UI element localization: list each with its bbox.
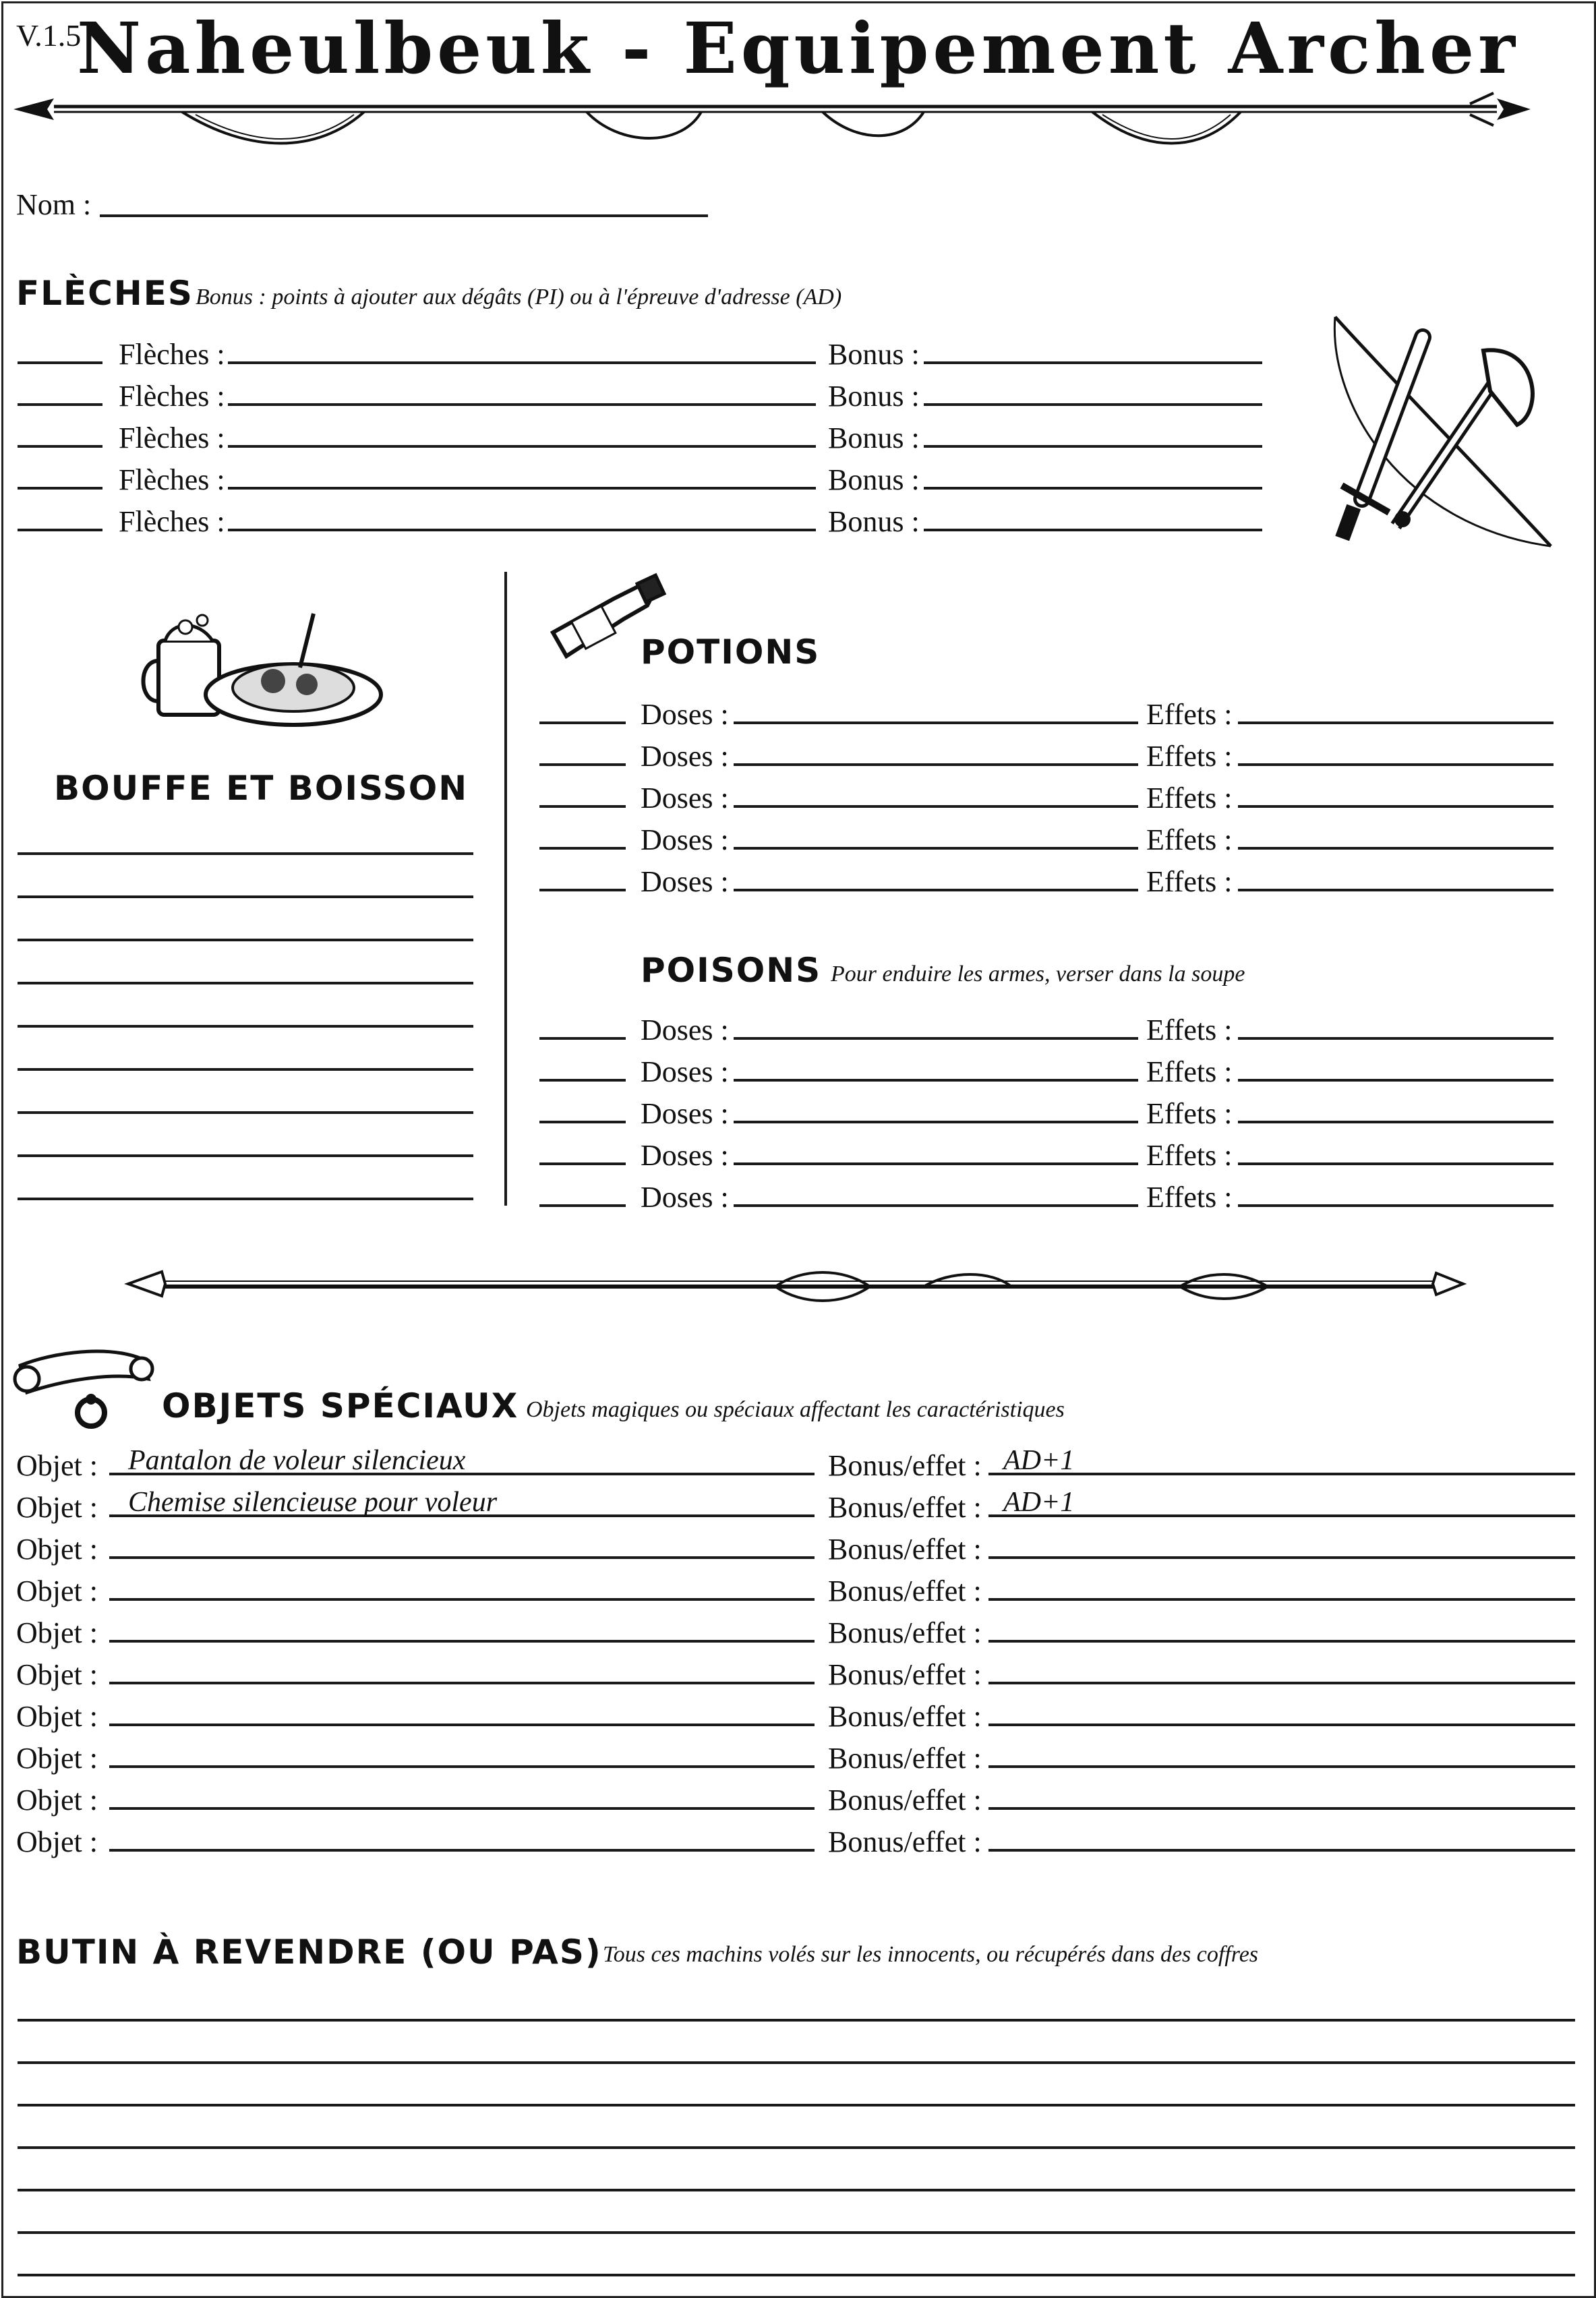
potions-effets-field[interactable] bbox=[1238, 721, 1554, 724]
bouffe-line[interactable] bbox=[18, 1025, 473, 1028]
poisons-qty-field[interactable] bbox=[539, 1162, 626, 1165]
objet-bonus-label: Bonus/effet : bbox=[828, 1742, 982, 1775]
poisons-name-field[interactable] bbox=[734, 1079, 1138, 1082]
objet-bonus-label: Bonus/effet : bbox=[828, 1616, 982, 1649]
fleches-bonus-field[interactable] bbox=[924, 361, 1262, 364]
objets-title: OBJETS SPÉCIAUX bbox=[162, 1386, 519, 1425]
butin-line[interactable] bbox=[18, 2104, 1575, 2106]
fleches-name-field[interactable] bbox=[228, 529, 816, 531]
potions-qty-field[interactable] bbox=[539, 889, 626, 891]
fleches-bonus-label: Bonus : bbox=[828, 338, 920, 371]
poisons-effets-field[interactable] bbox=[1238, 1204, 1554, 1207]
fleches-qty-field[interactable] bbox=[18, 361, 102, 364]
potions-name-field[interactable] bbox=[734, 763, 1138, 766]
poisons-note: Pour enduire les armes, verser dans la soupe bbox=[831, 962, 1245, 986]
poisons-effets-label: Effets : bbox=[1146, 1097, 1233, 1130]
nom-label: Nom : bbox=[16, 188, 92, 221]
poisons-doses-label: Doses : bbox=[641, 1181, 729, 1214]
column-divider bbox=[504, 572, 507, 1206]
fleches-bonus-field[interactable] bbox=[924, 487, 1262, 490]
objet-bonus-field[interactable] bbox=[988, 1849, 1575, 1852]
bouffe-line[interactable] bbox=[18, 1154, 473, 1157]
butin-line[interactable] bbox=[18, 2146, 1575, 2149]
poisons-name-field[interactable] bbox=[734, 1204, 1138, 1207]
bouffe-title: BOUFFE ET BOISSON bbox=[54, 769, 469, 808]
objet-field[interactable] bbox=[109, 1598, 815, 1601]
objet-field[interactable] bbox=[109, 1849, 815, 1852]
potions-effets-label: Effets : bbox=[1146, 823, 1233, 856]
objet-bonus-field[interactable] bbox=[988, 1598, 1575, 1601]
fleches-qty-field[interactable] bbox=[18, 403, 102, 406]
objet-label: Objet : bbox=[16, 1742, 98, 1775]
potions-effets-label: Effets : bbox=[1146, 698, 1233, 731]
objet-bonus-label: Bonus/effet : bbox=[828, 1784, 982, 1817]
poisons-doses-label: Doses : bbox=[641, 1013, 729, 1047]
potions-qty-field[interactable] bbox=[539, 763, 626, 766]
fleches-name-field[interactable] bbox=[228, 487, 816, 490]
poisons-doses-label: Doses : bbox=[641, 1097, 729, 1130]
potions-doses-label: Doses : bbox=[641, 782, 729, 815]
potions-name-field[interactable] bbox=[734, 805, 1138, 808]
objet-label: Objet : bbox=[16, 1449, 98, 1482]
objet-label: Objet : bbox=[16, 1533, 98, 1566]
poisons-qty-field[interactable] bbox=[539, 1079, 626, 1082]
poisons-qty-field[interactable] bbox=[539, 1121, 626, 1123]
objet-label: Objet : bbox=[16, 1574, 98, 1608]
fleches-label: Flèches : bbox=[119, 463, 225, 496]
butin-line[interactable] bbox=[18, 2274, 1575, 2276]
potions-effets-field[interactable] bbox=[1238, 805, 1554, 808]
butin-line[interactable] bbox=[18, 2019, 1575, 2022]
potions-name-field[interactable] bbox=[734, 889, 1138, 891]
fleches-bonus-label: Bonus : bbox=[828, 505, 920, 538]
objet-bonus-field[interactable] bbox=[988, 1556, 1575, 1559]
poisons-effets-label: Effets : bbox=[1146, 1181, 1233, 1214]
butin-line[interactable] bbox=[18, 2231, 1575, 2234]
poisons-name-field[interactable] bbox=[734, 1037, 1138, 1040]
poisons-doses-label: Doses : bbox=[641, 1055, 729, 1088]
objet-label: Objet : bbox=[16, 1491, 98, 1524]
poisons-effets-field[interactable] bbox=[1238, 1162, 1554, 1165]
version-label: V.1.5 bbox=[16, 18, 82, 53]
objet-value: Pantalon de voleur silencieux bbox=[128, 1445, 466, 1476]
fleches-bonus-label: Bonus : bbox=[828, 380, 920, 413]
potions-doses-label: Doses : bbox=[641, 698, 729, 731]
objet-bonus-field[interactable] bbox=[988, 1765, 1575, 1768]
fleches-label: Flèches : bbox=[119, 421, 225, 454]
nom-field[interactable] bbox=[100, 214, 708, 217]
objet-field[interactable] bbox=[109, 1807, 815, 1810]
bouffe-line[interactable] bbox=[18, 939, 473, 941]
potions-doses-label: Doses : bbox=[641, 740, 729, 773]
fleches-bonus-label: Bonus : bbox=[828, 421, 920, 454]
bouffe-line[interactable] bbox=[18, 895, 473, 898]
objet-bonus-label: Bonus/effet : bbox=[828, 1825, 982, 1858]
fleches-bonus-field[interactable] bbox=[924, 403, 1262, 406]
objet-bonus-value: AD+1 bbox=[1003, 1487, 1075, 1518]
fleches-name-field[interactable] bbox=[228, 403, 816, 406]
objet-field[interactable] bbox=[109, 1556, 815, 1559]
objet-bonus-label: Bonus/effet : bbox=[828, 1491, 982, 1524]
potions-qty-field[interactable] bbox=[539, 721, 626, 724]
objet-bonus-field[interactable] bbox=[988, 1682, 1575, 1684]
bouffe-line[interactable] bbox=[18, 1111, 473, 1114]
fleches-qty-field[interactable] bbox=[18, 529, 102, 531]
poisons-effets-field[interactable] bbox=[1238, 1037, 1554, 1040]
objet-field[interactable] bbox=[109, 1724, 815, 1726]
objet-bonus-field[interactable] bbox=[988, 1807, 1575, 1810]
fleches-name-field[interactable] bbox=[228, 361, 816, 364]
bow-sword-axe-icon bbox=[1322, 310, 1564, 553]
objet-field[interactable] bbox=[109, 1682, 815, 1684]
objet-label: Objet : bbox=[16, 1825, 98, 1858]
objet-label: Objet : bbox=[16, 1784, 98, 1817]
objet-bonus-label: Bonus/effet : bbox=[828, 1658, 982, 1691]
fleches-bonus-field[interactable] bbox=[924, 529, 1262, 531]
potions-title: POTIONS bbox=[641, 632, 821, 672]
fleches-bonus-label: Bonus : bbox=[828, 463, 920, 496]
fleches-label: Flèches : bbox=[119, 338, 225, 371]
fleches-note: Bonus : points à ajouter aux dégâts (PI) ou à l'épreuve d'adresse (AD) bbox=[196, 285, 842, 310]
objet-bonus-field[interactable] bbox=[988, 1640, 1575, 1643]
fleches-name-field[interactable] bbox=[228, 445, 816, 448]
bouffe-line[interactable] bbox=[18, 982, 473, 984]
objet-label: Objet : bbox=[16, 1700, 98, 1733]
objet-bonus-label: Bonus/effet : bbox=[828, 1700, 982, 1733]
poisons-name-field[interactable] bbox=[734, 1121, 1138, 1123]
objet-bonus-field[interactable] bbox=[988, 1514, 1575, 1517]
objet-bonus-label: Bonus/effet : bbox=[828, 1574, 982, 1608]
poisons-qty-field[interactable] bbox=[539, 1204, 626, 1207]
staff-divider bbox=[128, 1261, 1463, 1308]
objets-note: Objets magiques ou spéciaux affectant les caractéristiques bbox=[526, 1397, 1065, 1422]
potions-effets-label: Effets : bbox=[1146, 782, 1233, 815]
poisons-effets-field[interactable] bbox=[1238, 1079, 1554, 1082]
page-title: Naheulbeuk - Equipement Archer bbox=[77, 7, 1519, 90]
potions-name-field[interactable] bbox=[734, 721, 1138, 724]
butin-title: BUTIN À REVENDRE (OU PAS) bbox=[16, 1933, 602, 1972]
objet-bonus-field[interactable] bbox=[988, 1724, 1575, 1726]
objet-label: Objet : bbox=[16, 1658, 98, 1691]
fleches-qty-field[interactable] bbox=[18, 445, 102, 448]
scroll-and-ring-icon bbox=[13, 1338, 162, 1433]
bouffe-line[interactable] bbox=[18, 1198, 473, 1200]
objet-bonus-value: AD+1 bbox=[1003, 1445, 1075, 1476]
fleches-label: Flèches : bbox=[119, 380, 225, 413]
poisons-doses-label: Doses : bbox=[641, 1139, 729, 1172]
poisons-effets-label: Effets : bbox=[1146, 1013, 1233, 1047]
objet-bonus-label: Bonus/effet : bbox=[828, 1449, 982, 1482]
potions-effets-field[interactable] bbox=[1238, 763, 1554, 766]
potions-doses-label: Doses : bbox=[641, 865, 729, 898]
potions-qty-field[interactable] bbox=[539, 805, 626, 808]
poisons-title: POISONS bbox=[641, 951, 822, 990]
butin-line[interactable] bbox=[18, 2061, 1575, 2064]
potions-effets-field[interactable] bbox=[1238, 847, 1554, 850]
potions-name-field[interactable] bbox=[734, 847, 1138, 850]
poisons-qty-field[interactable] bbox=[539, 1037, 626, 1040]
bouffe-line[interactable] bbox=[18, 1068, 473, 1071]
tankard-and-plate-icon bbox=[138, 600, 381, 735]
fleches-title: FLÈCHES bbox=[16, 274, 194, 313]
poisons-name-field[interactable] bbox=[734, 1162, 1138, 1165]
objet-value: Chemise silencieuse pour voleur bbox=[128, 1487, 498, 1518]
objet-bonus-label: Bonus/effet : bbox=[828, 1533, 982, 1566]
arrow-banner bbox=[13, 80, 1531, 154]
objet-label: Objet : bbox=[16, 1616, 98, 1649]
butin-line[interactable] bbox=[18, 2189, 1575, 2191]
objet-bonus-field[interactable] bbox=[988, 1473, 1575, 1475]
poisons-effets-field[interactable] bbox=[1238, 1121, 1554, 1123]
fleches-bonus-field[interactable] bbox=[924, 445, 1262, 448]
fleches-qty-field[interactable] bbox=[18, 487, 102, 490]
potions-qty-field[interactable] bbox=[539, 847, 626, 850]
bouffe-line[interactable] bbox=[18, 852, 473, 855]
butin-note: Tous ces machins volés sur les innocents, ou récupérés dans des coffres bbox=[603, 1942, 1259, 1967]
potions-doses-label: Doses : bbox=[641, 823, 729, 856]
objet-field[interactable] bbox=[109, 1765, 815, 1768]
potions-effets-field[interactable] bbox=[1238, 889, 1554, 891]
poisons-effets-label: Effets : bbox=[1146, 1139, 1233, 1172]
objet-field[interactable] bbox=[109, 1640, 815, 1643]
fleches-label: Flèches : bbox=[119, 505, 225, 538]
poisons-effets-label: Effets : bbox=[1146, 1055, 1233, 1088]
potions-effets-label: Effets : bbox=[1146, 865, 1233, 898]
potions-effets-label: Effets : bbox=[1146, 740, 1233, 773]
